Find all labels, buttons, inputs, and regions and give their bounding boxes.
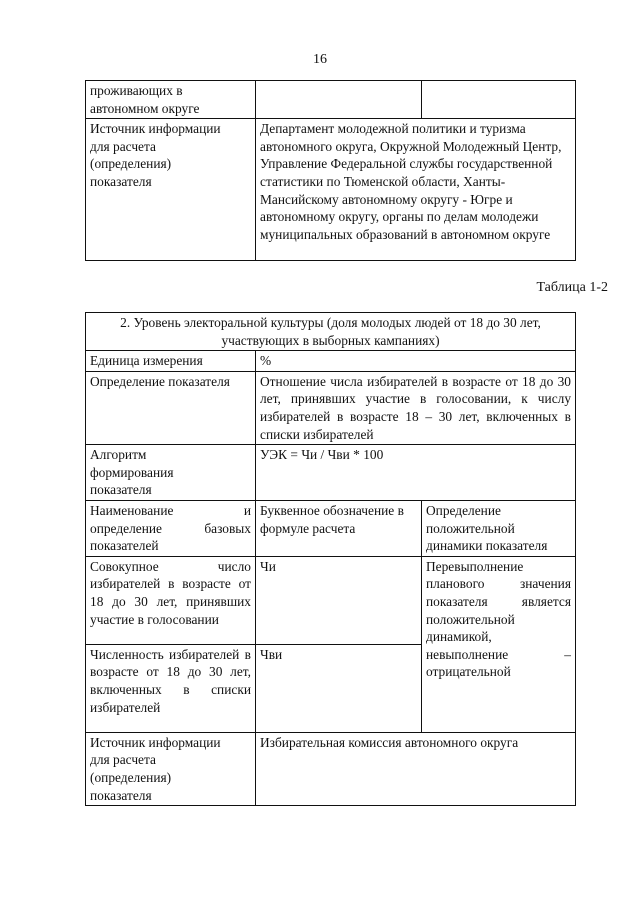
table-row bbox=[86, 445, 576, 501]
table-row bbox=[86, 732, 576, 805]
table-cell: Алгоритм формирования показателя bbox=[86, 445, 256, 501]
table-cell: Чви bbox=[256, 644, 422, 732]
page-number: 16 bbox=[313, 52, 327, 67]
table-row bbox=[86, 119, 576, 261]
table-cell: Источник информации для расчета (определения) показателя bbox=[86, 732, 256, 805]
table-cell: УЭК = Чи / Чви * 100 bbox=[256, 445, 576, 501]
table-cell: проживающих в автономном округе bbox=[86, 81, 256, 119]
table-label: Таблица 1-2 bbox=[536, 280, 608, 295]
table-cell: Численность избирателей в возрасте от 18 до 30 лет, включенных в списки избирателей bbox=[86, 644, 256, 732]
table-cell: Чи bbox=[256, 556, 422, 644]
table-header: 2. Уровень электоральной культуры (доля молодых людей от 18 до 30 лет, участвующих в выборных кампаниях) bbox=[86, 313, 576, 351]
table-cell: Наименование и определение базовых показателей bbox=[86, 500, 256, 556]
indicator-table bbox=[85, 312, 576, 806]
table-cell: Единица измерения bbox=[86, 351, 256, 372]
table-row bbox=[86, 500, 576, 556]
table-row bbox=[86, 313, 576, 351]
table-cell bbox=[422, 81, 576, 119]
table-cell: Определение показателя bbox=[86, 371, 256, 444]
table-cell: Буквенное обозначение в формуле расчета bbox=[256, 500, 422, 556]
table-cell: Совокупное число избирателей в возрасте от 18 до 30 лет, принявших участие в голосовании bbox=[86, 556, 256, 644]
table-row bbox=[86, 81, 576, 119]
table-row bbox=[86, 556, 576, 644]
table-cell: Определение положительной динамики показателя bbox=[422, 500, 576, 556]
table-cell: Избирательная комиссия автономного округа bbox=[256, 732, 576, 805]
table-cell bbox=[256, 81, 422, 119]
table-cell: Перевыполнение планового значения показателя является положительной динамикой, невыполнение – отрицательной bbox=[422, 556, 576, 732]
table-cell: % bbox=[256, 351, 576, 372]
table-row bbox=[86, 371, 576, 444]
table-row bbox=[86, 351, 576, 372]
table-cell: Департамент молодежной политики и туризма автономного округа, Окружной Молодежный Центр, Управление Федеральной службы государственной статистики по Тюменской области, Ханты-Мансийскому автономному округу - Югре и автономному округу, органы по делам молодежи муниципальных образований в автономном округе bbox=[256, 119, 576, 261]
table-continued bbox=[85, 80, 576, 261]
table-cell: Отношение числа избирателей в возрасте от 18 до 30 лет, принявших участие в голосовании, к числу избирателей в возрасте 18 – 30 лет, включенных в списки избирателей bbox=[256, 371, 576, 444]
table-cell: Источник информации для расчета (определения) показателя bbox=[86, 119, 256, 261]
